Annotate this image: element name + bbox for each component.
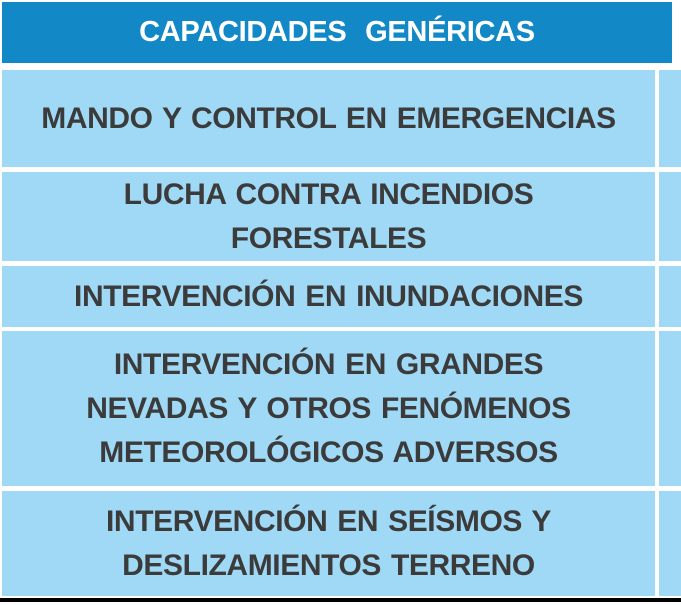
table-content: [2, 2, 672, 596]
adjacent-cell: [659, 266, 681, 327]
row-text: MANDO Y CONTROL EN EMERGENCIAS: [41, 101, 616, 135]
table-header-label: CAPACIDADES GENÉRICAS: [139, 16, 535, 48]
row-text: FORESTALES: [230, 221, 427, 255]
adjacent-cell: [659, 491, 681, 596]
table-row-lucha-incendios: [2, 172, 655, 261]
row-text: INTERVENCIÓN EN GRANDES: [113, 347, 544, 381]
row-text: DESLIZAMIENTOS TERRENO: [122, 548, 535, 582]
table-row-mando-y-control: [2, 70, 655, 167]
adjacent-column-sliver: [659, 70, 681, 596]
row-text: LUCHA CONTRA INCENDIOS: [123, 177, 534, 211]
row-text: INTERVENCIÓN EN INUNDACIONES: [74, 279, 583, 313]
table-row-grandes-nevadas: [2, 331, 655, 486]
adjacent-cell: [659, 172, 681, 261]
row-text: NEVADAS Y OTROS FENÓMENOS: [86, 391, 571, 425]
table-row-seismos: [2, 491, 655, 596]
bottom-divider: [0, 598, 681, 602]
adjacent-cell: [659, 70, 681, 167]
row-text: INTERVENCIÓN EN SEÍSMOS Y: [106, 504, 551, 538]
adjacent-cell: [659, 331, 681, 486]
table-header: [2, 2, 672, 63]
table-rows: [2, 70, 655, 596]
table-row-inundaciones: [2, 266, 655, 327]
row-text: METEOROLÓGICOS ADVERSOS: [99, 435, 558, 469]
